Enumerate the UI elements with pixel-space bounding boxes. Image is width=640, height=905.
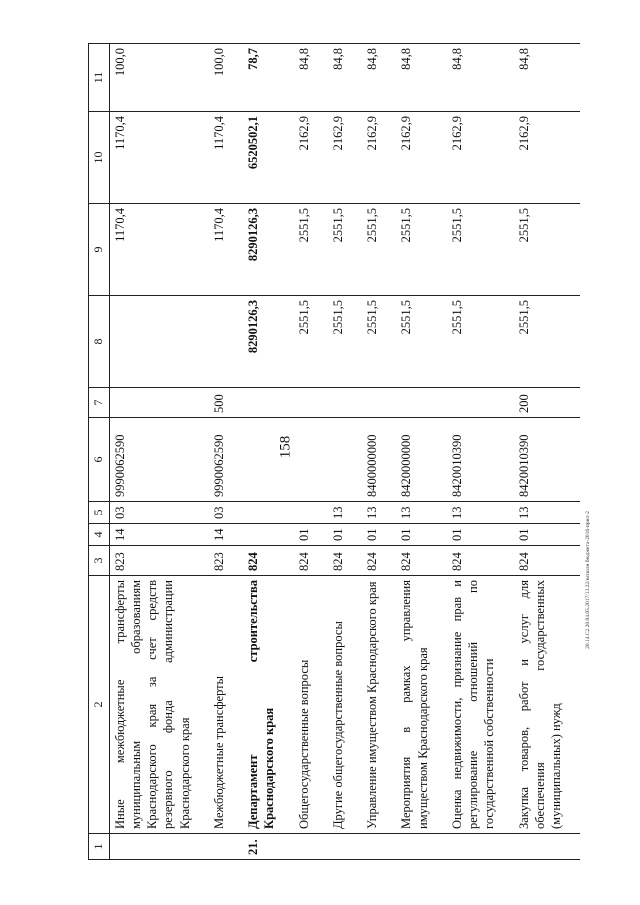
- cell-c3: 823: [209, 546, 243, 576]
- cell-c11: 84,8: [362, 44, 396, 112]
- cell-c5: 13: [362, 502, 396, 524]
- cell-c3: 824: [328, 546, 362, 576]
- table-row: [294, 44, 328, 860]
- cell-c10: 2162,9: [362, 112, 396, 204]
- cell-c8: [209, 296, 243, 388]
- cell-c11: 100,0: [109, 44, 209, 112]
- cell-c7: [294, 388, 328, 418]
- cell-c11: 84,8: [514, 44, 581, 112]
- cell-name: Закупка товаров, работ и услуг для обеспечения государственных (муниципальных) нужд: [514, 576, 581, 834]
- cell-c8: 8290126,3: [243, 296, 294, 388]
- cell-c8: 2551,5: [362, 296, 396, 388]
- table-body: [109, 44, 580, 860]
- cell-n: [209, 834, 243, 860]
- cell-c10: 2162,9: [396, 112, 447, 204]
- cell-c4: 01: [447, 524, 514, 546]
- cell-c8: 2551,5: [396, 296, 447, 388]
- cell-c11: 78,7: [243, 44, 294, 112]
- cell-c7: [109, 388, 209, 418]
- cell-c8: 2551,5: [447, 296, 514, 388]
- cell-name: Департамент строительства Краснодарского края: [243, 576, 294, 834]
- cell-c7: [328, 388, 362, 418]
- cell-c8: 2551,5: [294, 296, 328, 388]
- footer-path-text: 20.14.С2.20.04.05.2017/13.22/исполн бюджета-2016-прил-2: [585, 511, 591, 649]
- cell-n: [328, 834, 362, 860]
- table-row: [362, 44, 396, 860]
- cell-name: Другие общегосударственные вопросы: [328, 576, 362, 834]
- cell-c10: 2162,9: [447, 112, 514, 204]
- cell-c9: 2551,5: [514, 204, 581, 296]
- cell-c10: 1170,4: [109, 112, 209, 204]
- cell-c4: 14: [209, 524, 243, 546]
- cell-c9: 1170,4: [109, 204, 209, 296]
- cell-c10: 2162,9: [514, 112, 581, 204]
- table-row: [109, 44, 209, 860]
- cell-c4: 01: [362, 524, 396, 546]
- cell-c5: [294, 502, 328, 524]
- cell-c10: 6520502,1: [243, 112, 294, 204]
- cell-name: Иные межбюджетные трансферты муниципальным образованиям Краснодарского края за счет средств резервного фонда администрации Краснодарского края: [109, 576, 209, 834]
- budget-table: [88, 43, 580, 860]
- cell-c11: 84,8: [447, 44, 514, 112]
- cell-c3: 824: [514, 546, 581, 576]
- cell-c5: 03: [209, 502, 243, 524]
- cell-c9: 2551,5: [328, 204, 362, 296]
- cell-c10: 2162,9: [328, 112, 362, 204]
- cell-c4: [243, 524, 294, 546]
- cell-c8: 2551,5: [514, 296, 581, 388]
- cell-c6: [243, 418, 294, 502]
- cell-name: Управление имуществом Краснодарского края: [362, 576, 396, 834]
- cell-c9: 1170,4: [209, 204, 243, 296]
- cell-c3: 824: [362, 546, 396, 576]
- cell-n: [447, 834, 514, 860]
- table-row: [209, 44, 243, 860]
- cell-c6: [294, 418, 328, 502]
- cell-c7: [396, 388, 447, 418]
- cell-c5: 13: [396, 502, 447, 524]
- cell-c9: 8290126,3: [243, 204, 294, 296]
- cell-c4: 14: [109, 524, 209, 546]
- cell-c7: [243, 388, 294, 418]
- header-cell: 9: [89, 204, 110, 296]
- cell-c9: 2551,5: [362, 204, 396, 296]
- cell-c10: 2162,9: [294, 112, 328, 204]
- cell-c9: 2551,5: [396, 204, 447, 296]
- cell-n: [362, 834, 396, 860]
- header-cell: 2: [89, 576, 110, 834]
- table-row: [514, 44, 581, 860]
- cell-c11: 84,8: [294, 44, 328, 112]
- header-cell: 10: [89, 112, 110, 204]
- header-cell: 8: [89, 296, 110, 388]
- cell-n: 21.: [243, 834, 294, 860]
- cell-c11: 100,0: [209, 44, 243, 112]
- cell-c7: 200: [514, 388, 581, 418]
- table-row: [243, 44, 294, 860]
- header-cell: 3: [89, 546, 110, 576]
- cell-c6: 9990062590: [209, 418, 243, 502]
- cell-c4: 01: [294, 524, 328, 546]
- cell-name: Межбюджетные трансферты: [209, 576, 243, 834]
- budget-table-rotated: [88, 44, 588, 860]
- cell-c7: [447, 388, 514, 418]
- cell-name: Мероприятия в рамках управления имуществом Краснодарского края: [396, 576, 447, 834]
- cell-c3: 824: [447, 546, 514, 576]
- cell-c4: 01: [328, 524, 362, 546]
- cell-c6: 8420010390: [514, 418, 581, 502]
- cell-c8: [109, 296, 209, 388]
- cell-c11: 84,8: [328, 44, 362, 112]
- cell-name: Общегосударственные вопросы: [294, 576, 328, 834]
- cell-n: [514, 834, 581, 860]
- cell-n: [109, 834, 209, 860]
- header-cell: 6: [89, 418, 110, 502]
- cell-c11: 84,8: [396, 44, 447, 112]
- cell-c5: 13: [328, 502, 362, 524]
- header-cell: 7: [89, 388, 110, 418]
- table-header-row: [89, 44, 110, 860]
- cell-c5: 13: [447, 502, 514, 524]
- cell-c3: 824: [294, 546, 328, 576]
- cell-c6: [328, 418, 362, 502]
- table-row: [328, 44, 362, 860]
- cell-c5: [243, 502, 294, 524]
- cell-c3: 823: [109, 546, 209, 576]
- header-cell: 4: [89, 524, 110, 546]
- cell-c6: 9990062590: [109, 418, 209, 502]
- header-cell: 1: [89, 834, 110, 860]
- cell-c9: 2551,5: [294, 204, 328, 296]
- cell-c7: 500: [209, 388, 243, 418]
- cell-c3: 824: [243, 546, 294, 576]
- header-cell: 11: [89, 44, 110, 112]
- cell-c10: 1170,4: [209, 112, 243, 204]
- cell-name: Оценка недвижимости, признание прав и регулирование отношений по государственной собственности: [447, 576, 514, 834]
- table-row: [447, 44, 514, 860]
- cell-c6: 8420000000: [396, 418, 447, 502]
- cell-n: [396, 834, 447, 860]
- cell-c5: 13: [514, 502, 581, 524]
- cell-c9: 2551,5: [447, 204, 514, 296]
- cell-c4: 01: [514, 524, 581, 546]
- cell-c6: 8420010390: [447, 418, 514, 502]
- cell-c3: 824: [396, 546, 447, 576]
- page-number-text: 158: [277, 435, 294, 459]
- header-cell: 5: [89, 502, 110, 524]
- cell-c4: 01: [396, 524, 447, 546]
- table-row: [396, 44, 447, 860]
- cell-n: [294, 834, 328, 860]
- cell-c6: 8400000000: [362, 418, 396, 502]
- cell-c8: 2551,5: [328, 296, 362, 388]
- cell-c5: 03: [109, 502, 209, 524]
- cell-c7: [362, 388, 396, 418]
